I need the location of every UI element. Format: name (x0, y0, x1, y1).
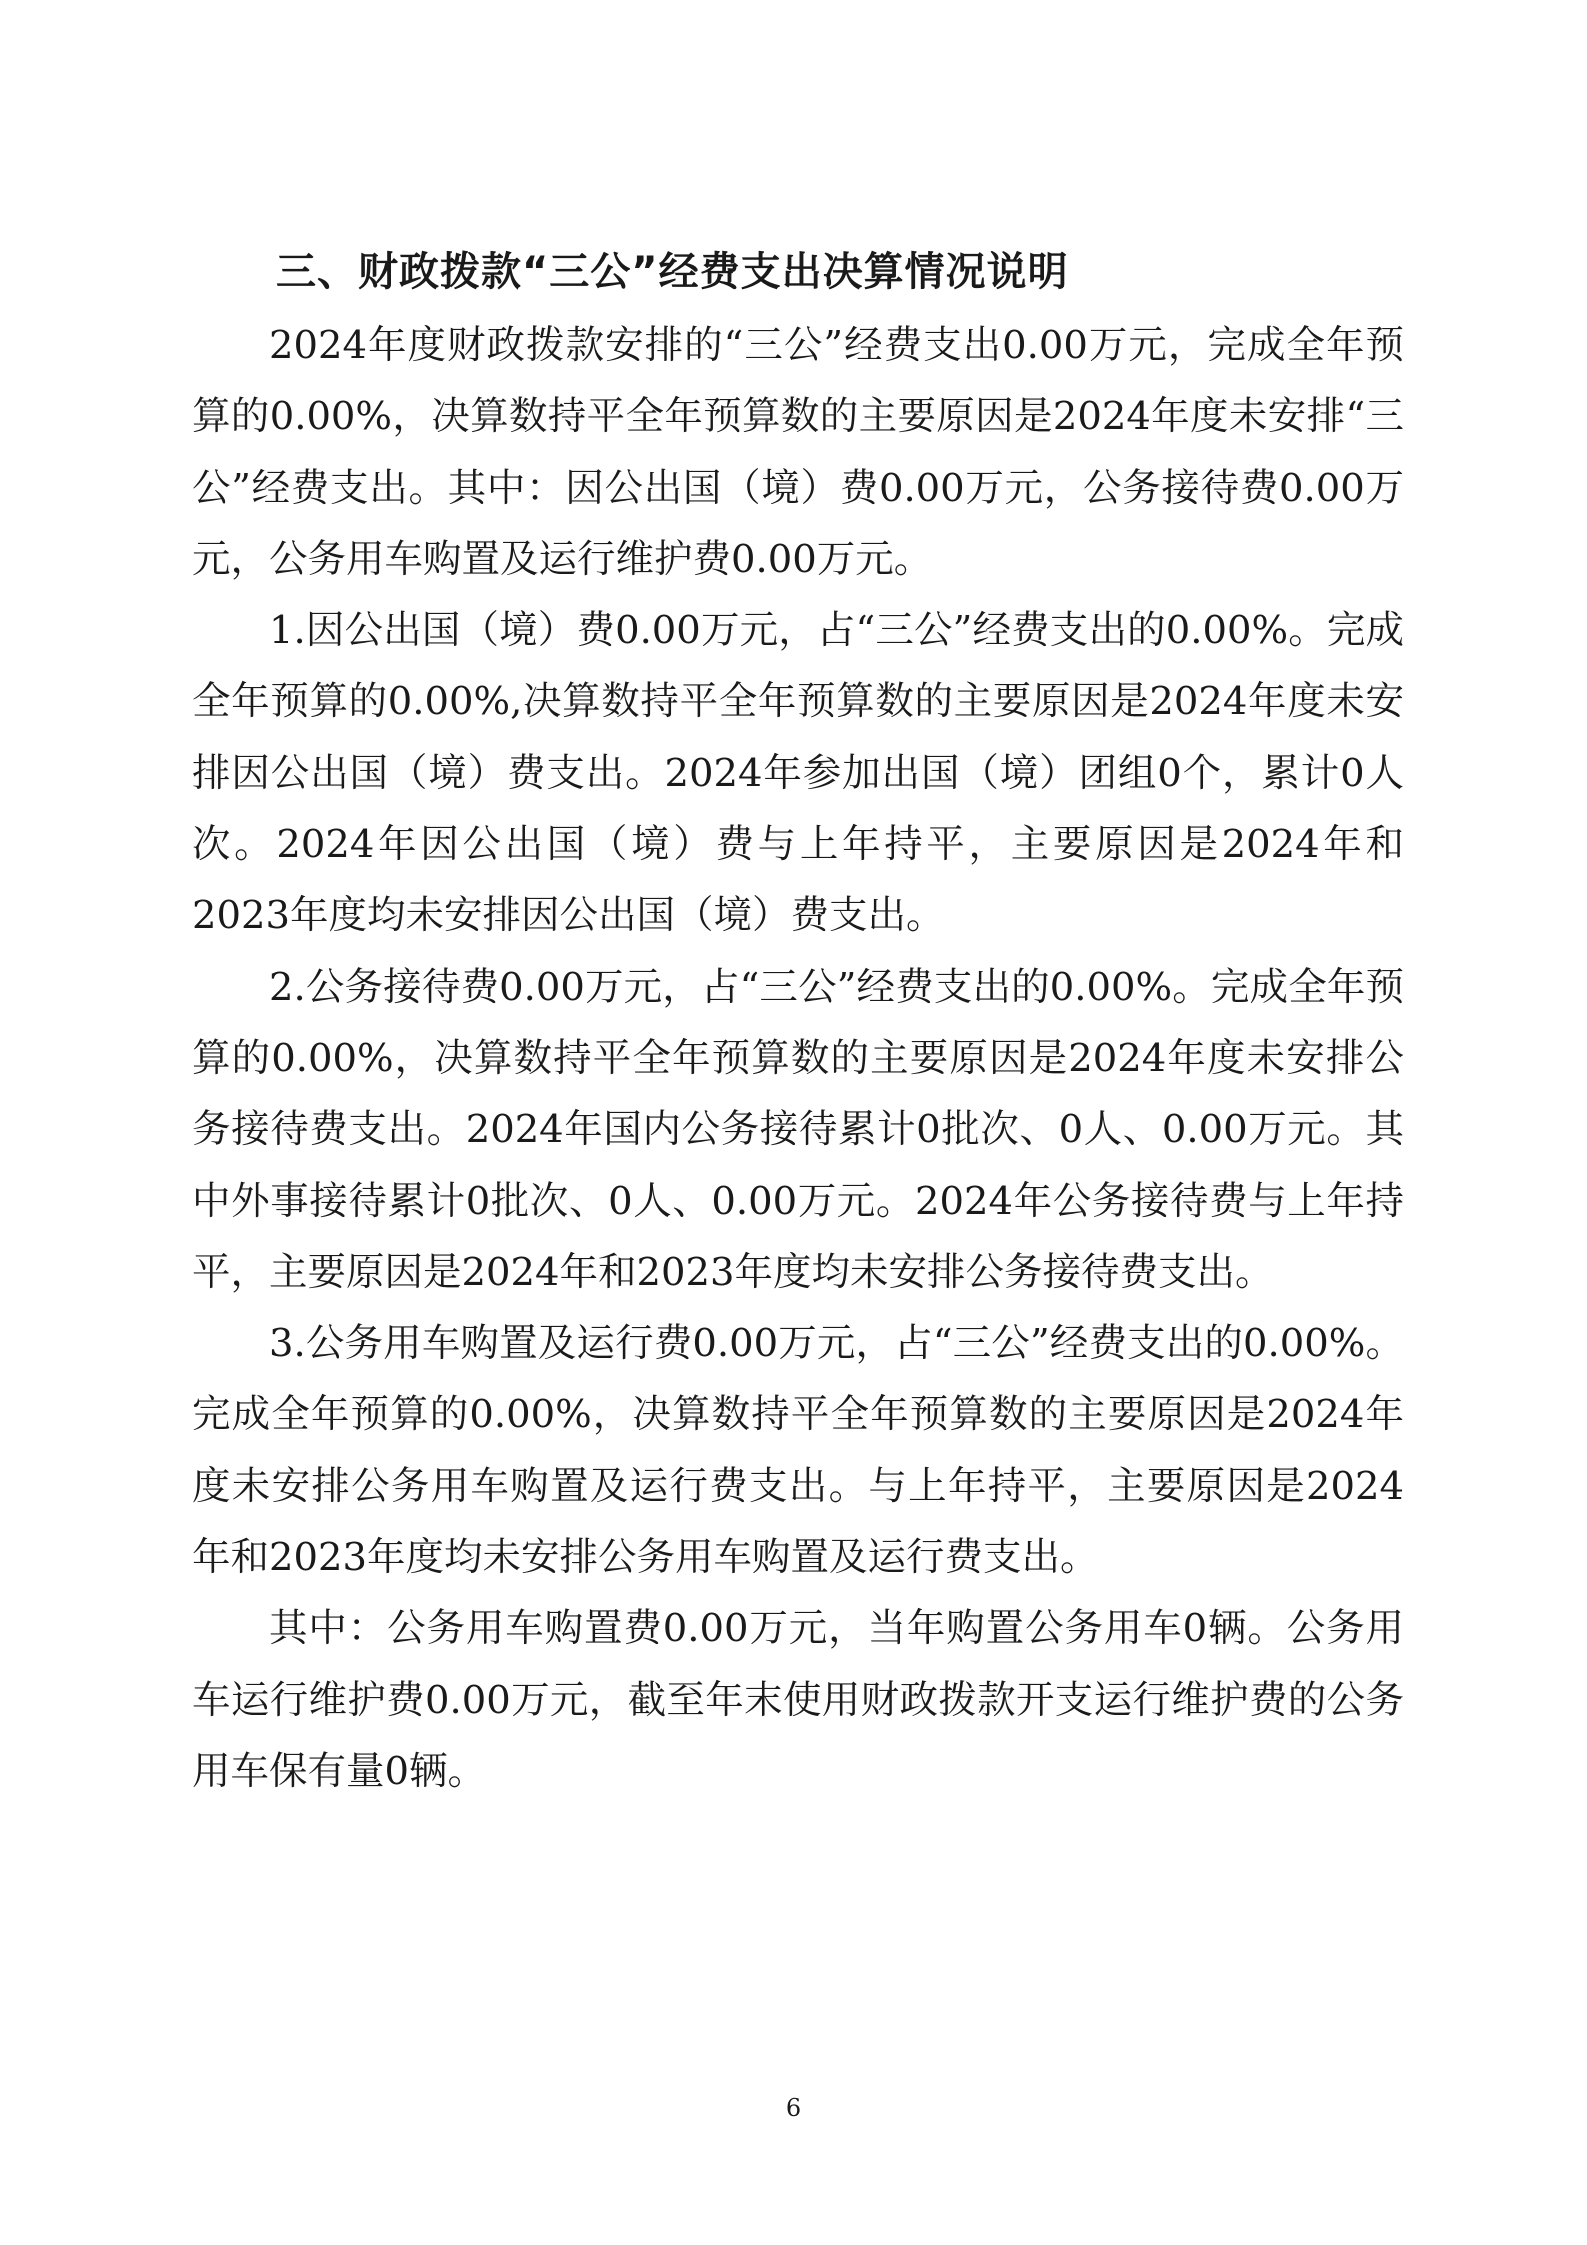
paragraph-official-reception: 2.公务接待费0.00万元，占“三公”经费支出的0.00%。完成全年预算的0.00%，决算数持平全年预算数的主要原因是2024年度未安排公务接待费支出。2024年国内公务接待累计0批次、0人、0.00万元。其中外事接待累计0批次、0人、0.00万元。2024年公务接待费与上年持平，主要原因是2024年和2023年度均未安排公务接待费支出。 (192, 964, 1404, 1295)
paragraph-vehicle-details: 其中：公务用车购置费0.00万元，当年购置公务用车0辆。公务用车运行维护费0.00万元，截至年末使用财政拨款开支运行维护费的公务用车保有量0辆。 (192, 1606, 1404, 1794)
paragraph-official-vehicles: 3.公务用车购置及运行费0.00万元，占“三公”经费支出的0.00%。完成全年预算的0.00%，决算数持平全年预算数的主要原因是2024年度未安排公务用车购置及运行费支出。与上年持平，主要原因是2024年和2023年度均未安排公务用车购置及运行费支出。 (192, 1321, 1404, 1581)
section-heading: 三、财政拨款“三公”经费支出决算情况说明 (276, 249, 1069, 295)
page-number: 6 (785, 2094, 802, 2122)
paragraph-overseas-travel: 1.因公出国（境）费0.00万元，占“三公”经费支出的0.00%。完成全年预算的0.00%,决算数持平全年预算数的主要原因是2024年度未安排因公出国（境）费支出。2024年参加出国（境）团组0个，累计0人次。2024年因公出国（境）费与上年持平，主要原因是2024年和2023年度均未安排因公出国（境）费支出。 (192, 608, 1404, 939)
paragraph-summary: 2024年度财政拨款安排的“三公”经费支出0.00万元，完成全年预算的0.00%，决算数持平全年预算数的主要原因是2024年度未安排“三公”经费支出。其中：因公出国（境）费0.00万元，公务接待费0.00万元，公务用车购置及运行维护费0.00万元。 (192, 323, 1404, 582)
body-text (192, 310, 1404, 1807)
